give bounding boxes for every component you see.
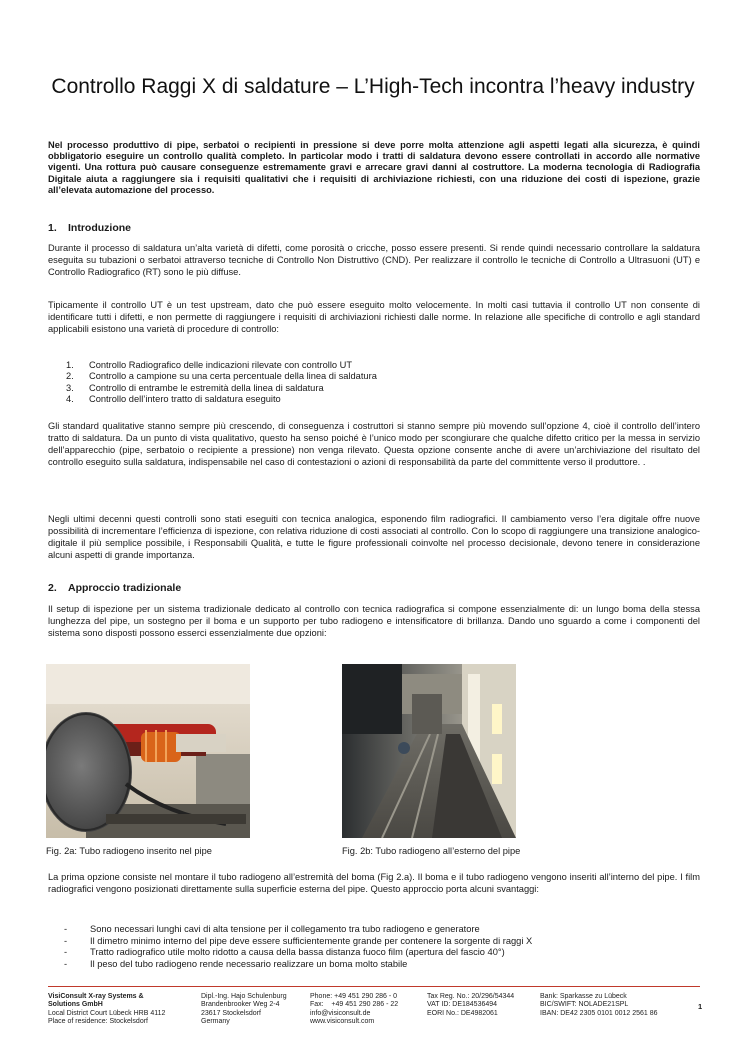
page-title: Controllo Raggi X di saldature – L’High-Tech incontra l’heavy industry — [51, 75, 695, 98]
list-item: 3. Controllo di entrambe le estremità della linea di saldatura — [66, 382, 324, 393]
section-number: 2. — [48, 582, 57, 594]
figure-2a-caption: Fig. 2a: Tubo radiogeno inserito nel pipe — [46, 846, 212, 856]
footer-tax: Tax Reg. No.: 20/296/54344 VAT ID: DE184536494 EORI No.: DE4982061 — [427, 993, 515, 1017]
approach-paragraph-1: Il setup di ispezione per un sistema tradizionale dedicato al controllo con tecnica radiografica si compone essenzialmente di: un lungo boma della stessa lunghezza del pipe, un sostegno per il boma e un supporto per tubo radiogeno e intensificatore di brillanza. Dando uno sguardo a come i componenti del sistema sono disposti possono esserci essenzialmente due opzioni: — [48, 604, 700, 639]
list-item: 2. Controllo a campione su una certa percentuale della linea di saldatura — [66, 371, 377, 382]
section-heading-introduzione — [48, 222, 131, 234]
list-item: - Tratto radiografico utile molto ridotto a causa della bassa distanza fuoco film (apertura del fascio 40°) — [64, 947, 505, 958]
intro-paragraph-2: Tipicamente il controllo UT è un test upstream, dato che può essere eseguito molto velocemente. In molti casi tuttavia il controllo UT non consente di identificare tutti i difetti, e non permette di raggiungere i requisiti di archiviazioni richiesti dalle norme. In relazione alle specifiche di controllo e agli standard applicabili esistono una varietà di procedure di controllo: — [48, 300, 700, 335]
intro-paragraph-4: Negli ultimi decenni questi controlli sono stati eseguiti con tecnica analogica, esponendo film radiografici. Il cambiamento verso l’era digitale offre nuove possibilità di incrementare l’efficienza di ispezione, con relativa riduzione di costi associati al controllo. Con lo scopo di raggiungere una transizione analogico-digitale il più semplice possibile, i Responsabili Qualità, e tutte le figure professionali coinvolte nel processo decisionale, devono tenere in considerazione alcuni aspetti di grande importanza. — [48, 514, 700, 561]
list-item: - Il peso del tubo radiogeno rende necessario realizzare un boma molto stabile — [64, 958, 408, 969]
procedure-list — [66, 360, 377, 405]
footer-company: VisiConsult X-ray Systems & Solutions GmbH Local District Court Lübeck HRB 4112 Place of residence: Stockelsdorf — [48, 993, 166, 1025]
list-item: 4. Controllo dell’intero tratto di saldatura eseguito — [66, 393, 281, 404]
footer-divider — [48, 986, 700, 987]
intro-paragraph-3: Gli standard qualitative stanno sempre più crescendo, di conseguenza i costruttori si stanno sempre più movendo sull’opzione 4, cioè il controllo dell’intero tratto di saldatura. Da un punto di vista qualitativo, questo ha senso poiché è l’unico modo per scongiurare che qualche difetto critico per la messa in servizio dell’apparecchio (pipe, serbatoio o recipiente a pressione) non venga rilevato. Questa opzione consente anche di avere un’archiviazione del risultato del controllo eseguito sulla saldatura, indispensabile nel caso di contestazioni o azioni di responsabilità da parte del committente verso il produttore. . — [48, 421, 700, 468]
intro-paragraph-1: Durante il processo di saldatura un’alta varietà di difetti, come porosità o cricche, posso essere presenti. Si rende quindi necessario controllare la saldatura eseguita su tubazioni o serbatoi attraverso tecniche di Controllo Non Distruttivo (CND). Per realizzare il controllo le tecniche di Controllo a Ultrasuoni (UT) e Controllo Radiografico (RT) sono le più diffuse. — [48, 243, 700, 278]
footer-bank: Bank: Sparkasse zu Lübeck BIC/SWIFT: NOLADE21SPL IBAN: DE42 2305 0101 0012 2561 86 — [540, 993, 658, 1017]
approach-paragraph-2: La prima opzione consiste nel montare il tubo radiogeno all’estremità del boma (Fig 2.a). Il boma e il tubo radiogeno vengono inseriti all’interno del pipe. I film radiografici vengono posizionati direttamente sulla superficie esterna del pipe. Questo approccio porta alcuni svantaggi: — [48, 872, 700, 895]
section-number: 1. — [48, 222, 57, 234]
page-number: 1 — [698, 1002, 703, 1011]
abstract: Nel processo produttivo di pipe, serbatoi o recipienti in pressione si deve porre molta attenzione agli aspetti legati alla sicurezza, è quindi obbligatorio eseguire un controllo qualità completo. In particolar modo i tratti di saldatura devono essere controllati in accordo alle normative vigenti. Una rottura può causare conseguenze estremamente gravi e arrecare gravi danni al costruttore. La moderna tecnologia di Radiografia Digitale aiuta a raggiungere sia i requisiti qualitativi che i requisiti di archiviazione richiesti, con una riduzione dei costi di ispezione, grazie all’elevata automazione del processo. — [48, 140, 700, 195]
figure-2b-caption: Fig. 2b: Tubo radiogeno all’esterno del pipe — [342, 846, 521, 856]
list-item: - Sono necessari lunghi cavi di alta tensione per il collegamento tra tubo radiogeno e generatore — [64, 924, 480, 934]
section-title: Introduzione — [68, 222, 131, 234]
list-item: - Il dimetro minimo interno del pipe deve essere sufficientemente grande per contenere la sorgente di raggi X — [64, 935, 533, 946]
disadvantages-list — [64, 924, 532, 970]
figure-2a-image — [46, 664, 250, 838]
figure-2b-image — [342, 664, 516, 838]
section-heading-approccio — [48, 582, 181, 594]
section-title: Approccio tradizionale — [68, 582, 182, 594]
footer-address: Dipl.-Ing. Hajo Schulenburg Brandenbrooker Weg 2-4 23617 Stockelsdorf Germany — [201, 993, 287, 1025]
footer-contact: Phone: +49 451 290 286 - 0 Fax: +49 451 290 286 - 22 info@visiconsult.de www.visiconsult.com — [310, 993, 399, 1025]
list-item: 1. Controllo Radiografico delle indicazioni rilevate con controllo UT — [66, 360, 353, 370]
